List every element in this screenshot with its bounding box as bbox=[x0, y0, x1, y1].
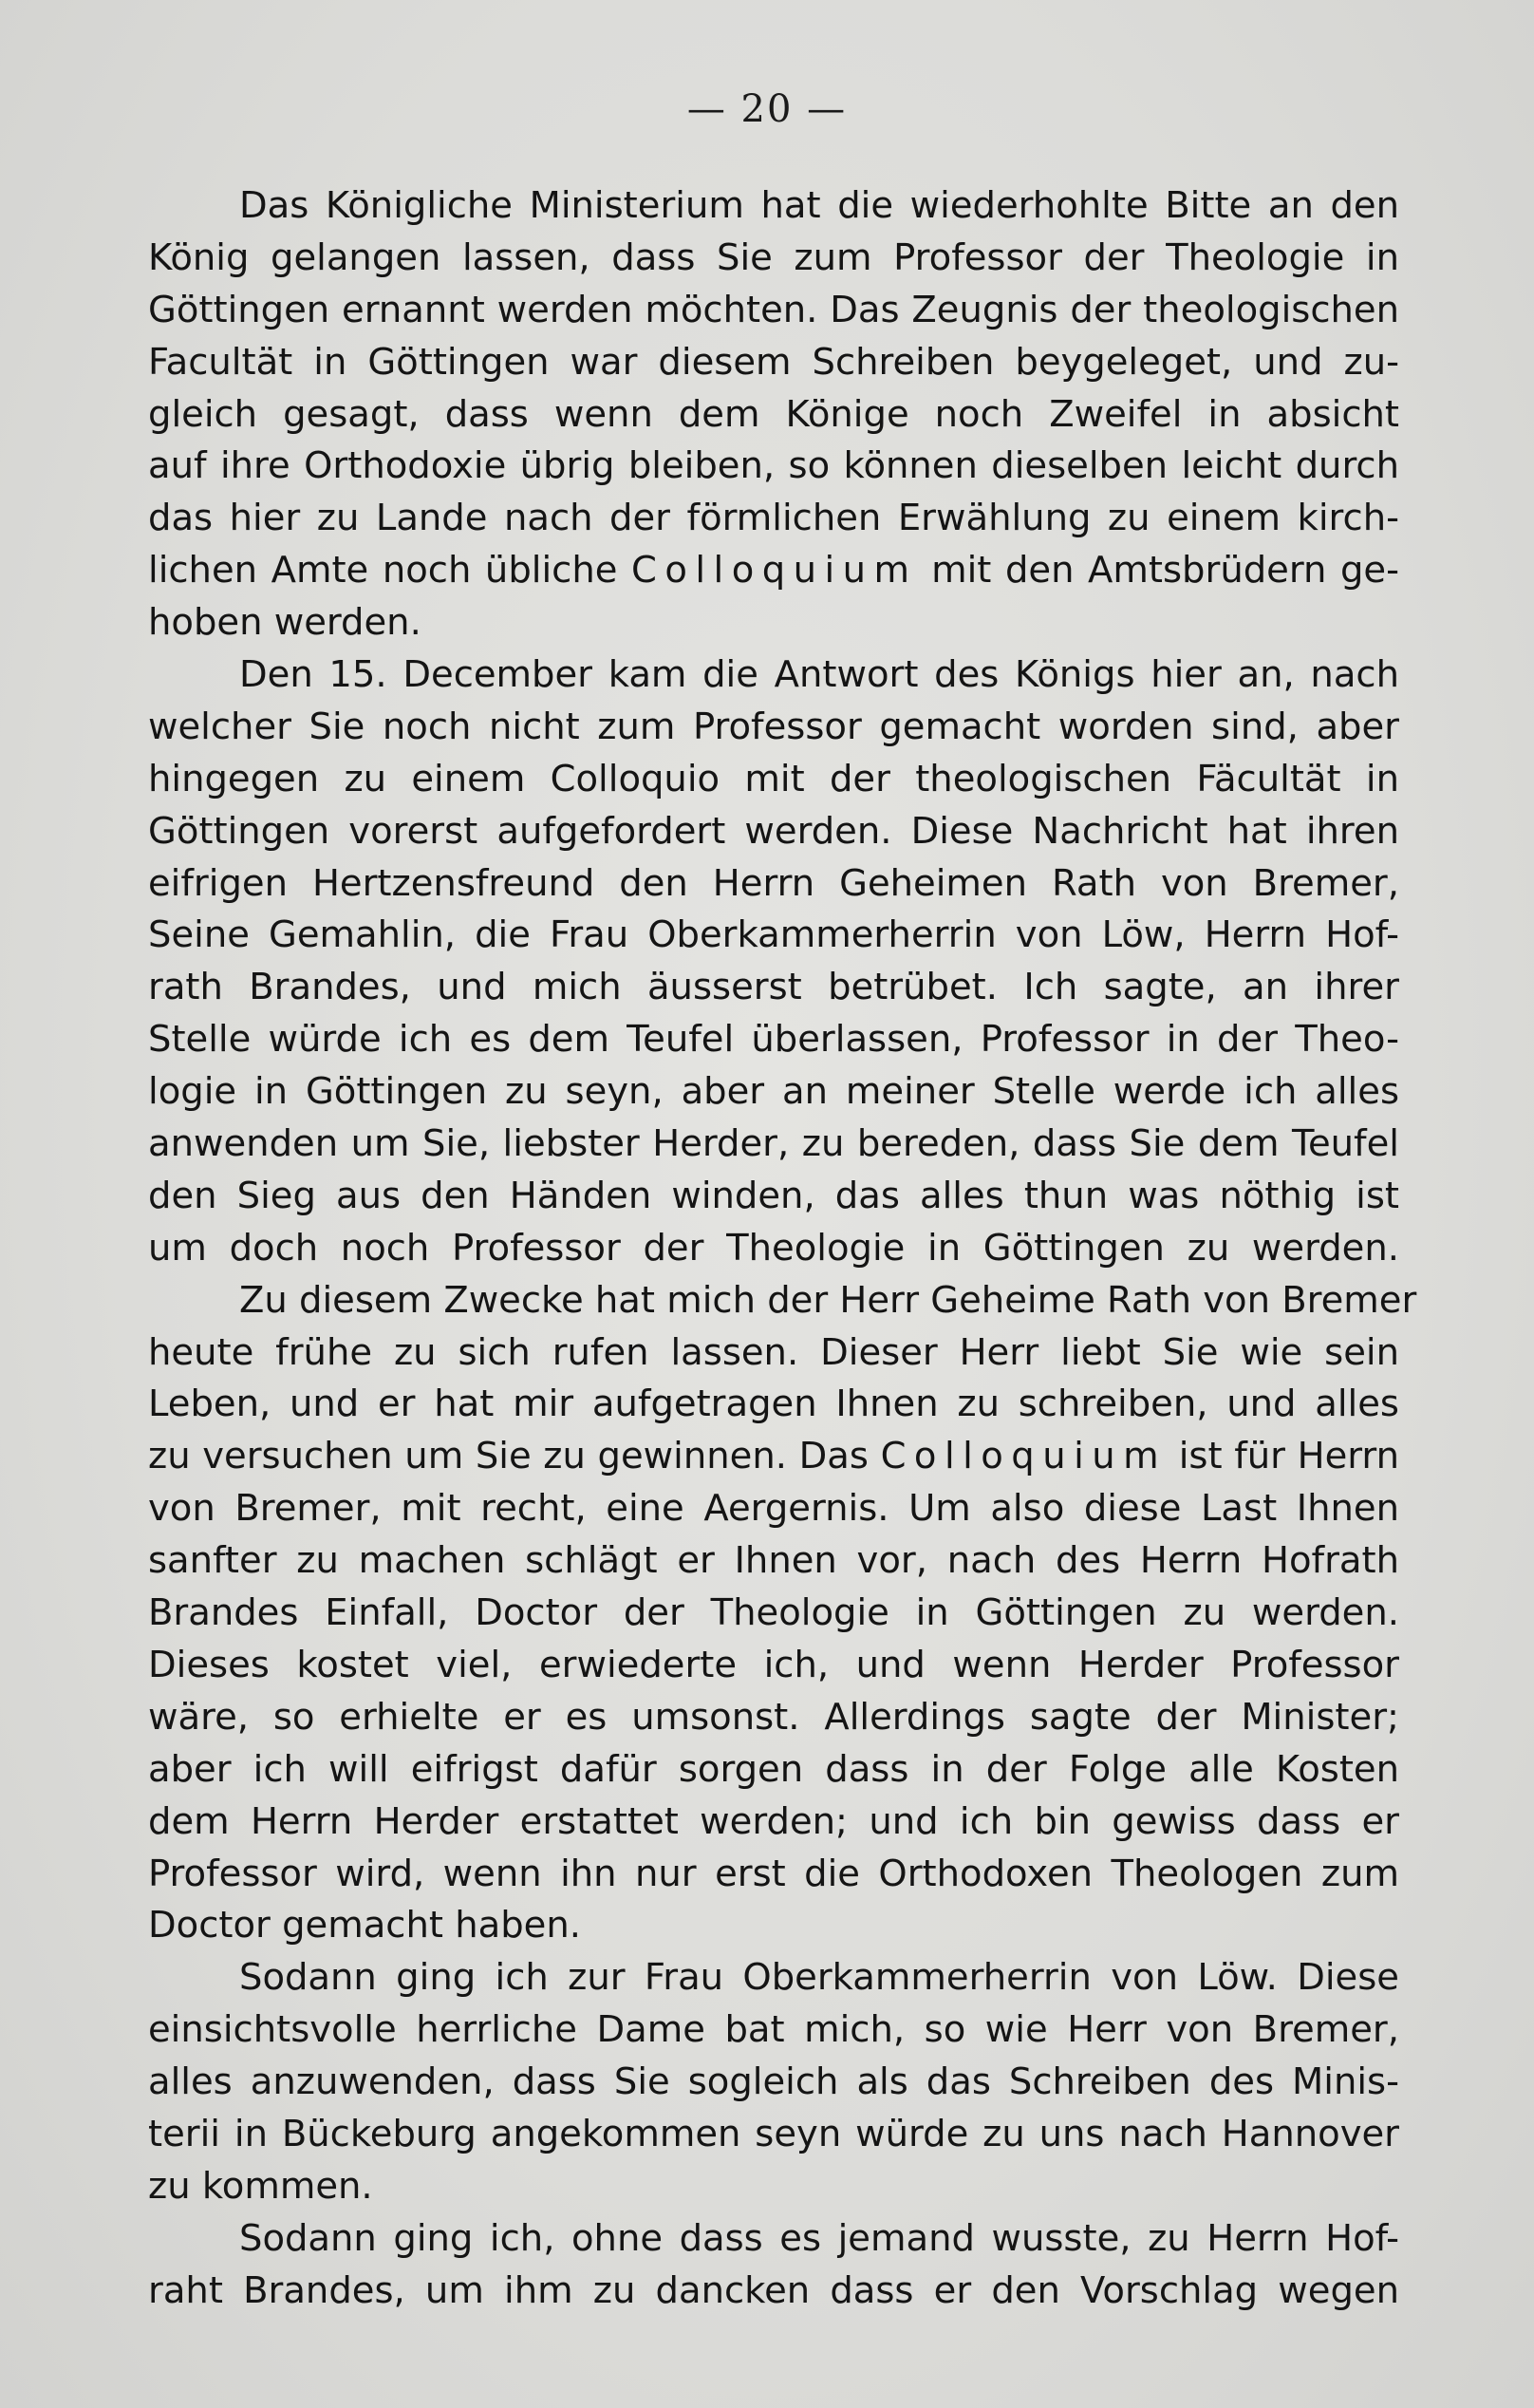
page-number: — 20 — bbox=[686, 87, 848, 131]
text-line: heute frühe zu sich rufen lassen. Dieser Herr liebt Sie wie sein bbox=[148, 1330, 1399, 1374]
text-line: lichen Amte noch übliche Colloquium mit den Amtsbrüdern ge- bbox=[148, 549, 1399, 593]
text-line: dem Herrn Herder erstattet werden; und ich bin gewiss dass er bbox=[148, 1799, 1399, 1843]
text-line: den Sieg aus den Händen winden, das alles thun was nöthig ist bbox=[148, 1174, 1399, 1217]
text-line: auf ihre Orthodoxie übrig bleiben, so können dieselben leicht durch bbox=[148, 444, 1399, 488]
text-line: gleich gesagt, dass wenn dem Könige noch Zweifel in absicht bbox=[148, 392, 1399, 436]
text-line: logie in Göttingen zu seyn, aber an meiner Stelle werde ich alles bbox=[148, 1070, 1399, 1114]
text-line: das hier zu Lande nach der förmlichen Erwählung zu einem kirch- bbox=[148, 497, 1399, 540]
text-line: Dieses kostet viel, erwiederte ich, und wenn Herder Professor bbox=[148, 1643, 1399, 1686]
text-line: terii in Bückeburg angekommen seyn würde zu uns nach Hannover bbox=[148, 2112, 1399, 2155]
text-line: Facultät in Göttingen war diesem Schreiben beygeleget, und zu- bbox=[148, 340, 1399, 384]
text-line: Zu diesem Zwecke hat mich der Herr Geheime Rath von Bremer bbox=[239, 1278, 1417, 1322]
text-line: von Bremer, mit recht, eine Aergernis. Um also diese Last Ihnen bbox=[148, 1487, 1399, 1531]
spaced-word: Colloquium bbox=[630, 549, 918, 593]
text-line: Göttingen vorerst aufgefordert werden. Diese Nachricht hat ihren bbox=[148, 809, 1399, 853]
text-line: Das Königliche Ministerium hat die wiederhohlte Bitte an den bbox=[239, 184, 1399, 227]
text-line: alles anzuwenden, dass Sie sogleich als das Schreiben des Minis- bbox=[148, 2060, 1399, 2104]
text-line: eifrigen Hertzensfreund den Herrn Geheimen Rath von Bremer, bbox=[148, 861, 1399, 905]
text-line: Seine Gemahlin, die Frau Oberkammerherrin von Löw, Herrn Hof- bbox=[148, 913, 1399, 957]
text-line: aber ich will eifrigst dafür sorgen dass in der Folge alle Kosten bbox=[148, 1747, 1399, 1791]
spaced-word: Colloquium bbox=[880, 1435, 1168, 1478]
text-line: Den 15. December kam die Antwort des Königs hier an, nach bbox=[239, 653, 1399, 697]
text-line: hingegen zu einem Colloquio mit der theologischen Fäcultät in bbox=[148, 757, 1399, 800]
paragraph-2 bbox=[148, 649, 1399, 1275]
text-line: Stelle würde ich es dem Teufel überlassen, Professor in der Theo- bbox=[148, 1018, 1399, 1062]
text-line: wäre, so erhielte er es umsonst. Allerdings sagte der Minister; bbox=[148, 1695, 1399, 1739]
text-line: welcher Sie noch nicht zum Professor gemacht worden sind, aber bbox=[148, 705, 1399, 748]
text-line: König gelangen lassen, dass Sie zum Professor der Theologie in bbox=[148, 235, 1399, 279]
text-line: anwenden um Sie, liebster Herder, zu bereden, dass Sie dem Teufel bbox=[148, 1122, 1399, 1166]
text-line: Doctor gemacht haben. bbox=[148, 1904, 581, 1947]
paragraph-5 bbox=[148, 2213, 1399, 2318]
text-line: Leben, und er hat mir aufgetragen Ihnen zu schreiben, und alles bbox=[148, 1383, 1399, 1426]
text-line: sanfter zu machen schlägt er Ihnen vor, nach des Herrn Hofrath bbox=[148, 1539, 1399, 1583]
text-line: zu versuchen um Sie zu gewinnen. Das Colloquium ist für Herrn bbox=[148, 1435, 1399, 1478]
body-text bbox=[148, 180, 1417, 2318]
text-line: raht Brandes, um ihm zu dancken dass er den Vorschlag wegen bbox=[148, 2268, 1399, 2312]
text-line: Brandes Einfall, Doctor der Theologie in Göttingen zu werden. bbox=[148, 1591, 1399, 1635]
paragraph-1 bbox=[148, 180, 1399, 649]
text-line: rath Brandes, und mich äusserst betrübet. Ich sagte, an ihrer bbox=[148, 966, 1399, 1009]
text-line: Sodann ging ich, ohne dass es jemand wusste, zu Herrn Hof- bbox=[239, 2216, 1399, 2260]
text-line: hoben werden. bbox=[148, 601, 421, 645]
text-line: um doch noch Professor der Theologie in Göttingen zu werden. bbox=[148, 1226, 1399, 1270]
text-line: Sodann ging ich zur Frau Oberkammerherrin von Löw. Diese bbox=[239, 1956, 1399, 2000]
text-line: zu kommen. bbox=[148, 2164, 373, 2208]
text-line: einsichtsvolle herrliche Dame bat mich, so wie Herr von Bremer, bbox=[148, 2008, 1399, 2052]
text-line: Professor wird, wenn ihn nur erst die Orthodoxen Theologen zum bbox=[148, 1852, 1399, 1895]
text-line: Göttingen ernannt werden möchten. Das Zeugnis der theologischen bbox=[148, 288, 1399, 331]
paragraph-3 bbox=[148, 1275, 1417, 1953]
paragraph-4 bbox=[148, 1952, 1399, 2212]
